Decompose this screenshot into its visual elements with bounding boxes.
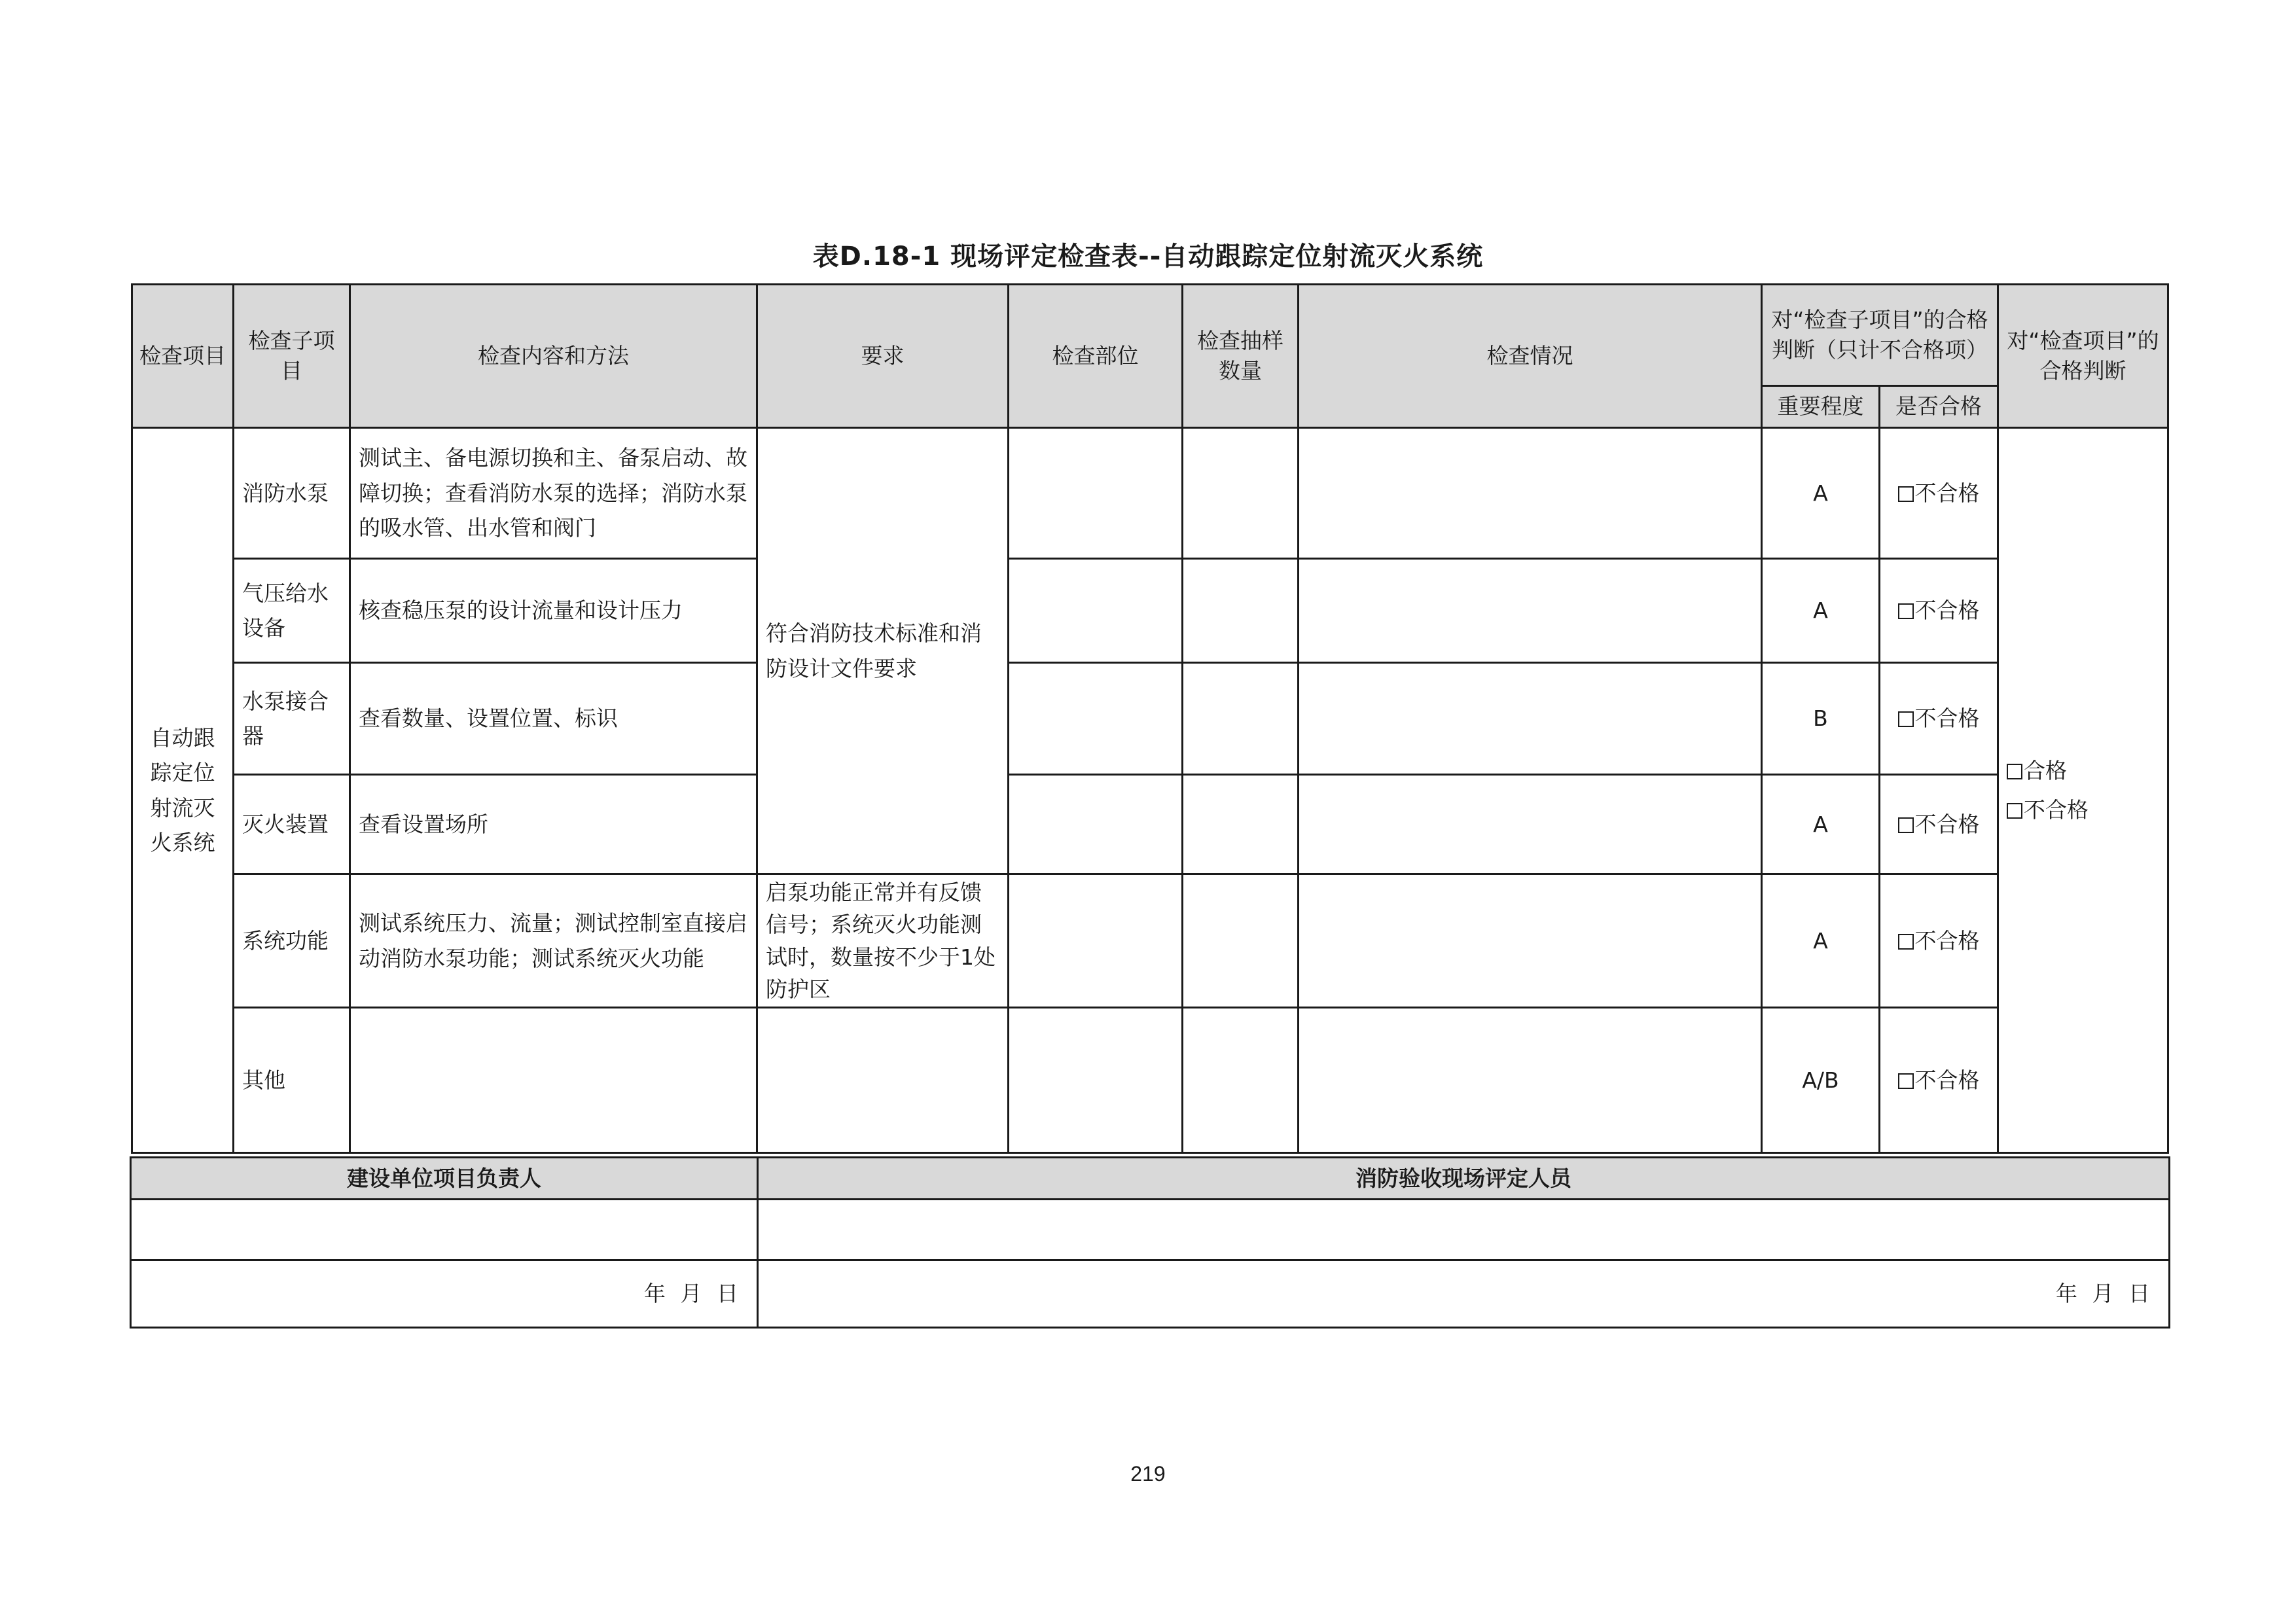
header-sub-judgement: 对“检查子项目”的合格判断（只计不合格项）: [1762, 285, 1998, 386]
location-cell[interactable]: [1009, 559, 1183, 663]
fail-label: 不合格: [1914, 597, 1980, 624]
subitem-cell: 气压给水设备: [234, 559, 350, 663]
header-importance: 重要程度: [1762, 386, 1880, 428]
header-subitem: 检查子项目: [234, 285, 350, 428]
checkbox-icon[interactable]: [1898, 603, 1914, 619]
location-cell[interactable]: [1009, 775, 1183, 874]
builder-header: 建设单位项目负责人: [131, 1158, 758, 1200]
importance-cell: A: [1762, 874, 1880, 1008]
pass-label: 合格: [2024, 758, 2068, 784]
location-cell[interactable]: [1009, 1008, 1183, 1153]
header-item: 检查项目: [132, 285, 234, 428]
situation-cell[interactable]: [1299, 775, 1762, 874]
subitem-cell: 其他: [234, 1008, 350, 1153]
header-situation: 检查情况: [1299, 285, 1762, 428]
fail-label: 不合格: [2024, 796, 2089, 823]
fail-label: 不合格: [1914, 1067, 1980, 1093]
header-qualified: 是否合格: [1880, 386, 1998, 428]
sample-count-cell[interactable]: [1183, 428, 1299, 559]
item-judgement-cell: [1998, 428, 2168, 1153]
inspection-table: [131, 283, 2169, 1154]
situation-cell[interactable]: [1299, 559, 1762, 663]
subitem-cell: 消防水泵: [234, 428, 350, 559]
content-cell: 查看设置场所: [350, 775, 757, 874]
sample-count-cell[interactable]: [1183, 775, 1299, 874]
importance-cell: A: [1762, 559, 1880, 663]
importance-cell: B: [1762, 663, 1880, 775]
subitem-cell: 水泵接合器: [234, 663, 350, 775]
evaluator-signature-field[interactable]: [758, 1200, 2170, 1260]
checkbox-icon[interactable]: [1898, 711, 1914, 727]
checkbox-icon[interactable]: [2007, 764, 2022, 779]
signature-table: [130, 1156, 2170, 1329]
builder-signature-field[interactable]: [131, 1200, 758, 1260]
sample-count-cell[interactable]: [1183, 559, 1299, 663]
fail-checkbox-cell[interactable]: [1880, 559, 1998, 663]
content-cell: 测试系统压力、流量；测试控制室直接启动消防水泵功能；测试系统灭火功能: [350, 874, 757, 1008]
page-number: 219: [1130, 1462, 1166, 1486]
checkbox-icon[interactable]: [1898, 817, 1914, 833]
header-sample-count: 检查抽样数量: [1183, 285, 1299, 428]
content-cell: 查看数量、设置位置、标识: [350, 663, 757, 775]
sample-count-cell[interactable]: [1183, 663, 1299, 775]
sample-count-cell[interactable]: [1183, 1008, 1299, 1153]
subitem-cell: 系统功能: [234, 874, 350, 1008]
header-requirement: 要求: [757, 285, 1009, 428]
checkbox-icon[interactable]: [1898, 1073, 1914, 1089]
page-title: 表D.18-1 现场评定检查表--自动跟踪定位射流灭火系统: [812, 241, 1484, 272]
header-item-judgement: 对“检查项目”的合格判断: [1998, 285, 2168, 428]
location-cell[interactable]: [1009, 428, 1183, 559]
checkbox-icon[interactable]: [1898, 486, 1914, 502]
table-row: [132, 559, 2168, 663]
sample-count-cell[interactable]: [1183, 874, 1299, 1008]
location-cell[interactable]: [1009, 874, 1183, 1008]
checkbox-icon[interactable]: [2007, 803, 2022, 819]
fail-checkbox-cell[interactable]: [1880, 775, 1998, 874]
fail-label: 不合格: [1914, 705, 1980, 732]
requirement-cell: [757, 1008, 1009, 1153]
situation-cell[interactable]: [1299, 874, 1762, 1008]
fail-checkbox-cell[interactable]: [1880, 428, 1998, 559]
checkbox-icon[interactable]: [1898, 934, 1914, 950]
fail-label: 不合格: [1914, 811, 1980, 837]
requirement-cell: 启泵功能正常并有反馈信号；系统灭火功能测试时，数量按不少于1处防护区: [757, 874, 1009, 1008]
table-row: [132, 663, 2168, 775]
subitem-cell: 灭火装置: [234, 775, 350, 874]
importance-cell: A/B: [1762, 1008, 1880, 1153]
content-cell: [350, 1008, 757, 1153]
fail-checkbox-cell[interactable]: [1880, 663, 1998, 775]
fail-checkbox-cell[interactable]: [1880, 874, 1998, 1008]
table-row: [132, 874, 2168, 1008]
table-row: [132, 775, 2168, 874]
importance-cell: A: [1762, 775, 1880, 874]
fail-option[interactable]: [2007, 791, 2159, 829]
content-cell: 测试主、备电源切换和主、备泵启动、故障切换；查看消防水泵的选择；消防水泵的吸水管、出水管和阀门: [350, 428, 757, 559]
table-row: [132, 428, 2168, 559]
location-cell[interactable]: [1009, 663, 1183, 775]
evaluator-date[interactable]: 年 月 日: [758, 1260, 2170, 1328]
item-name: 自动跟踪定位射流灭火系统: [132, 428, 234, 1153]
requirement-cell: 符合消防技术标准和消防设计文件要求: [757, 428, 1009, 874]
situation-cell[interactable]: [1299, 663, 1762, 775]
content-cell: 核查稳压泵的设计流量和设计压力: [350, 559, 757, 663]
pass-option[interactable]: [2007, 751, 2159, 790]
header-location: 检查部位: [1009, 285, 1183, 428]
header-content: 检查内容和方法: [350, 285, 757, 428]
evaluator-header: 消防验收现场评定人员: [758, 1158, 2170, 1200]
situation-cell[interactable]: [1299, 1008, 1762, 1153]
situation-cell[interactable]: [1299, 428, 1762, 559]
fail-label: 不合格: [1914, 480, 1980, 506]
fail-label: 不合格: [1914, 927, 1980, 954]
importance-cell: A: [1762, 428, 1880, 559]
table-row: [132, 1008, 2168, 1153]
builder-date[interactable]: 年 月 日: [131, 1260, 758, 1328]
fail-checkbox-cell[interactable]: [1880, 1008, 1998, 1153]
